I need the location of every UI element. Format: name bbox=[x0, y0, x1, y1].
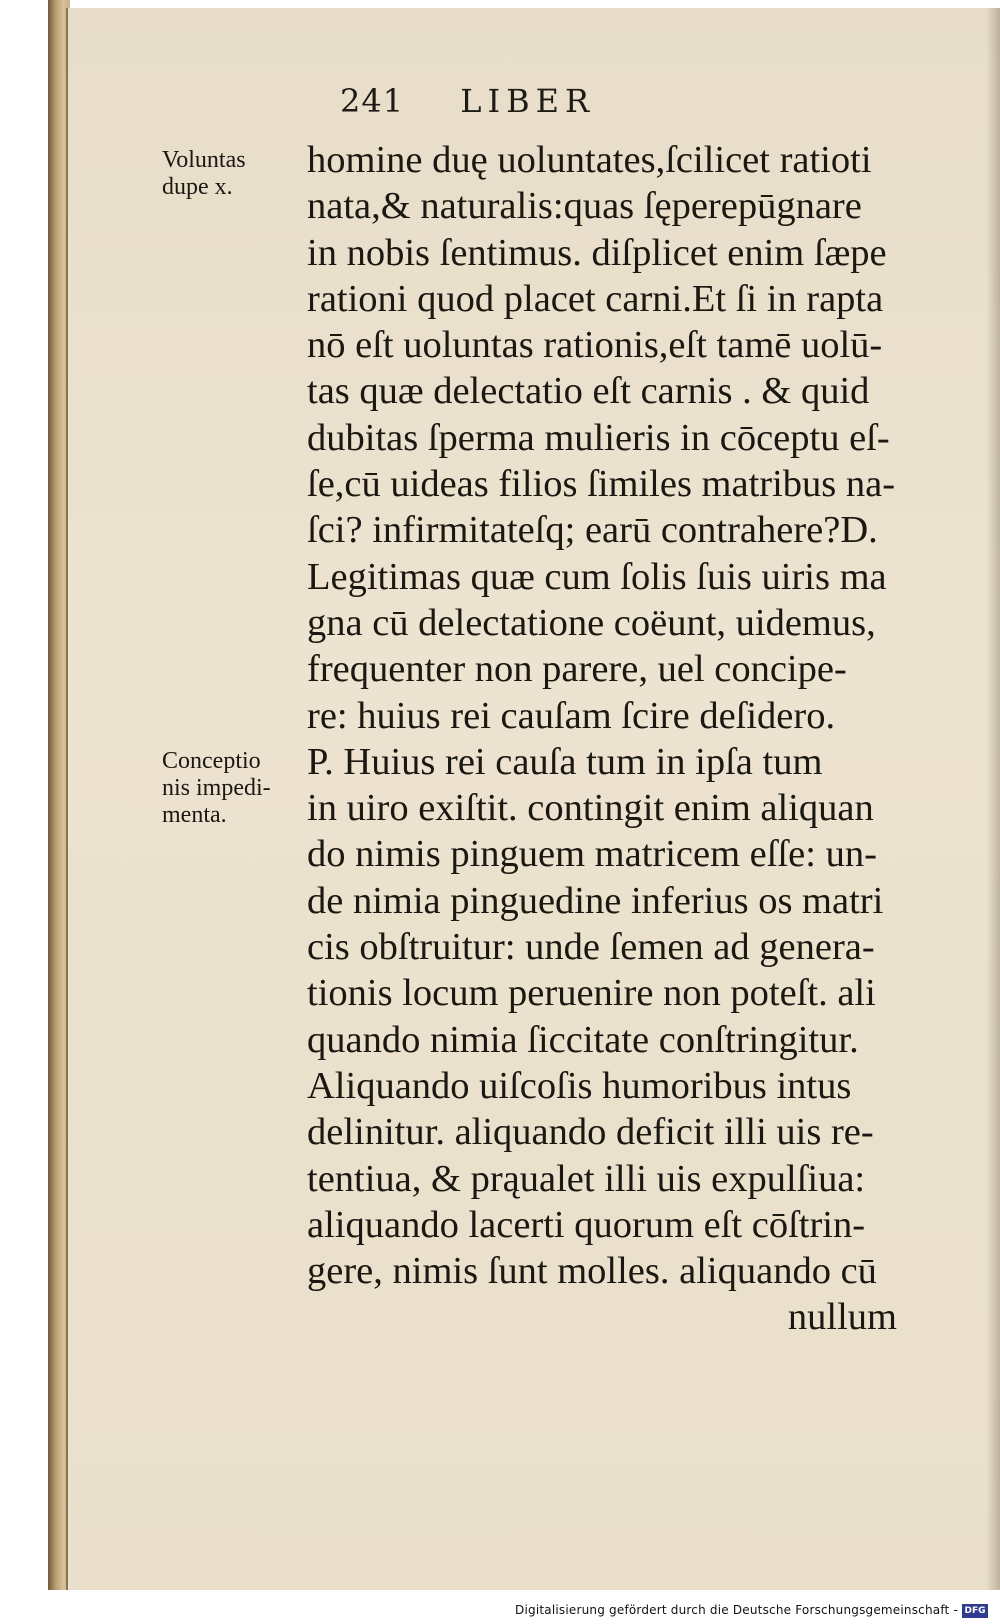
text-line: nata,& naturalis:quas ſęperepūgnare bbox=[307, 185, 862, 228]
marginal-line: nis impedi- bbox=[162, 775, 271, 801]
text-line: gna cū delectatione coëunt, uidemus, bbox=[307, 601, 876, 644]
dfg-logo: DFG bbox=[962, 1604, 988, 1618]
text-line: ſci? infirmitateſq; earū contrahere?D. bbox=[307, 509, 878, 552]
text-line: Aliquando uiſcoſis humoribus intus bbox=[307, 1064, 852, 1107]
marginal-note-conceptio bbox=[162, 748, 307, 829]
text-line: nō eſt uoluntas rationis,eſt tamē uolū- bbox=[307, 324, 883, 367]
text-line: cis obſtruitur: unde ſemen ad genera- bbox=[307, 926, 875, 969]
text-line: homine duę uoluntates,ſcilicet ratioti bbox=[307, 139, 872, 181]
text-line: in uiro exiſtit. contingit enim aliquan bbox=[307, 787, 874, 830]
text-line: delinitur. aliquando deficit illi uis re- bbox=[307, 1111, 874, 1154]
text-line: do nimis pinguem matricem eſſe: un- bbox=[307, 833, 877, 876]
text-line: gere, nimis ſunt molles. aliquando cū bbox=[307, 1250, 877, 1293]
page-number: 241 bbox=[340, 82, 405, 120]
marginal-line: Voluntas bbox=[162, 147, 246, 173]
text-line: in nobis ſentimus. diſplicet enim ſæpe bbox=[307, 231, 887, 274]
funding-credit: Digitalisierung gefördert durch die Deutsche Forschungsgemeinschaft - bbox=[515, 1603, 958, 1617]
running-header bbox=[340, 82, 595, 120]
page-gutter-shadow bbox=[986, 8, 1000, 1590]
marginal-line: Conceptio bbox=[162, 748, 261, 774]
text-line: quando nimia ſiccitate conſtringitur. bbox=[307, 1018, 859, 1061]
text-line: de nimia pinguedine inferius os matri bbox=[307, 879, 884, 922]
digitization-footer bbox=[0, 1601, 1000, 1624]
text-line: tionis locum peruenire non poteſt. ali bbox=[307, 972, 876, 1015]
text-line: aliquando lacerti quorum eſt cōſtrin- bbox=[307, 1203, 866, 1246]
marginal-note-voluntas bbox=[162, 147, 307, 201]
text-line: Legitimas quæ cum ſolis ſuis uiris ma bbox=[307, 555, 887, 598]
text-line: tentiua, & prąualet illi uis expulſiua: bbox=[307, 1157, 866, 1200]
text-line: re: huius rei cauſam ſcire deſidero. bbox=[307, 694, 836, 737]
main-text-block bbox=[307, 137, 967, 1341]
text-line: tas quæ delectatio eſt carnis . & quid bbox=[307, 370, 870, 413]
marginal-line: menta. bbox=[162, 802, 227, 828]
text-line: dubitas ſperma mulieris in cōceptu eſ- bbox=[307, 416, 890, 459]
text-line: ſe,cū uideas filios ſimiles matribus na- bbox=[307, 463, 896, 506]
running-title: LIBER bbox=[460, 82, 596, 120]
text-line: P. Huius rei cauſa tum in ipſa tum bbox=[307, 740, 823, 783]
catchword: nullum bbox=[787, 1296, 897, 1339]
text-line: frequenter non parere, uel concipe- bbox=[307, 648, 847, 691]
text-line: rationi quod placet carni.Et ſi in rapta bbox=[307, 277, 884, 320]
marginal-line: dupe x. bbox=[162, 174, 233, 200]
